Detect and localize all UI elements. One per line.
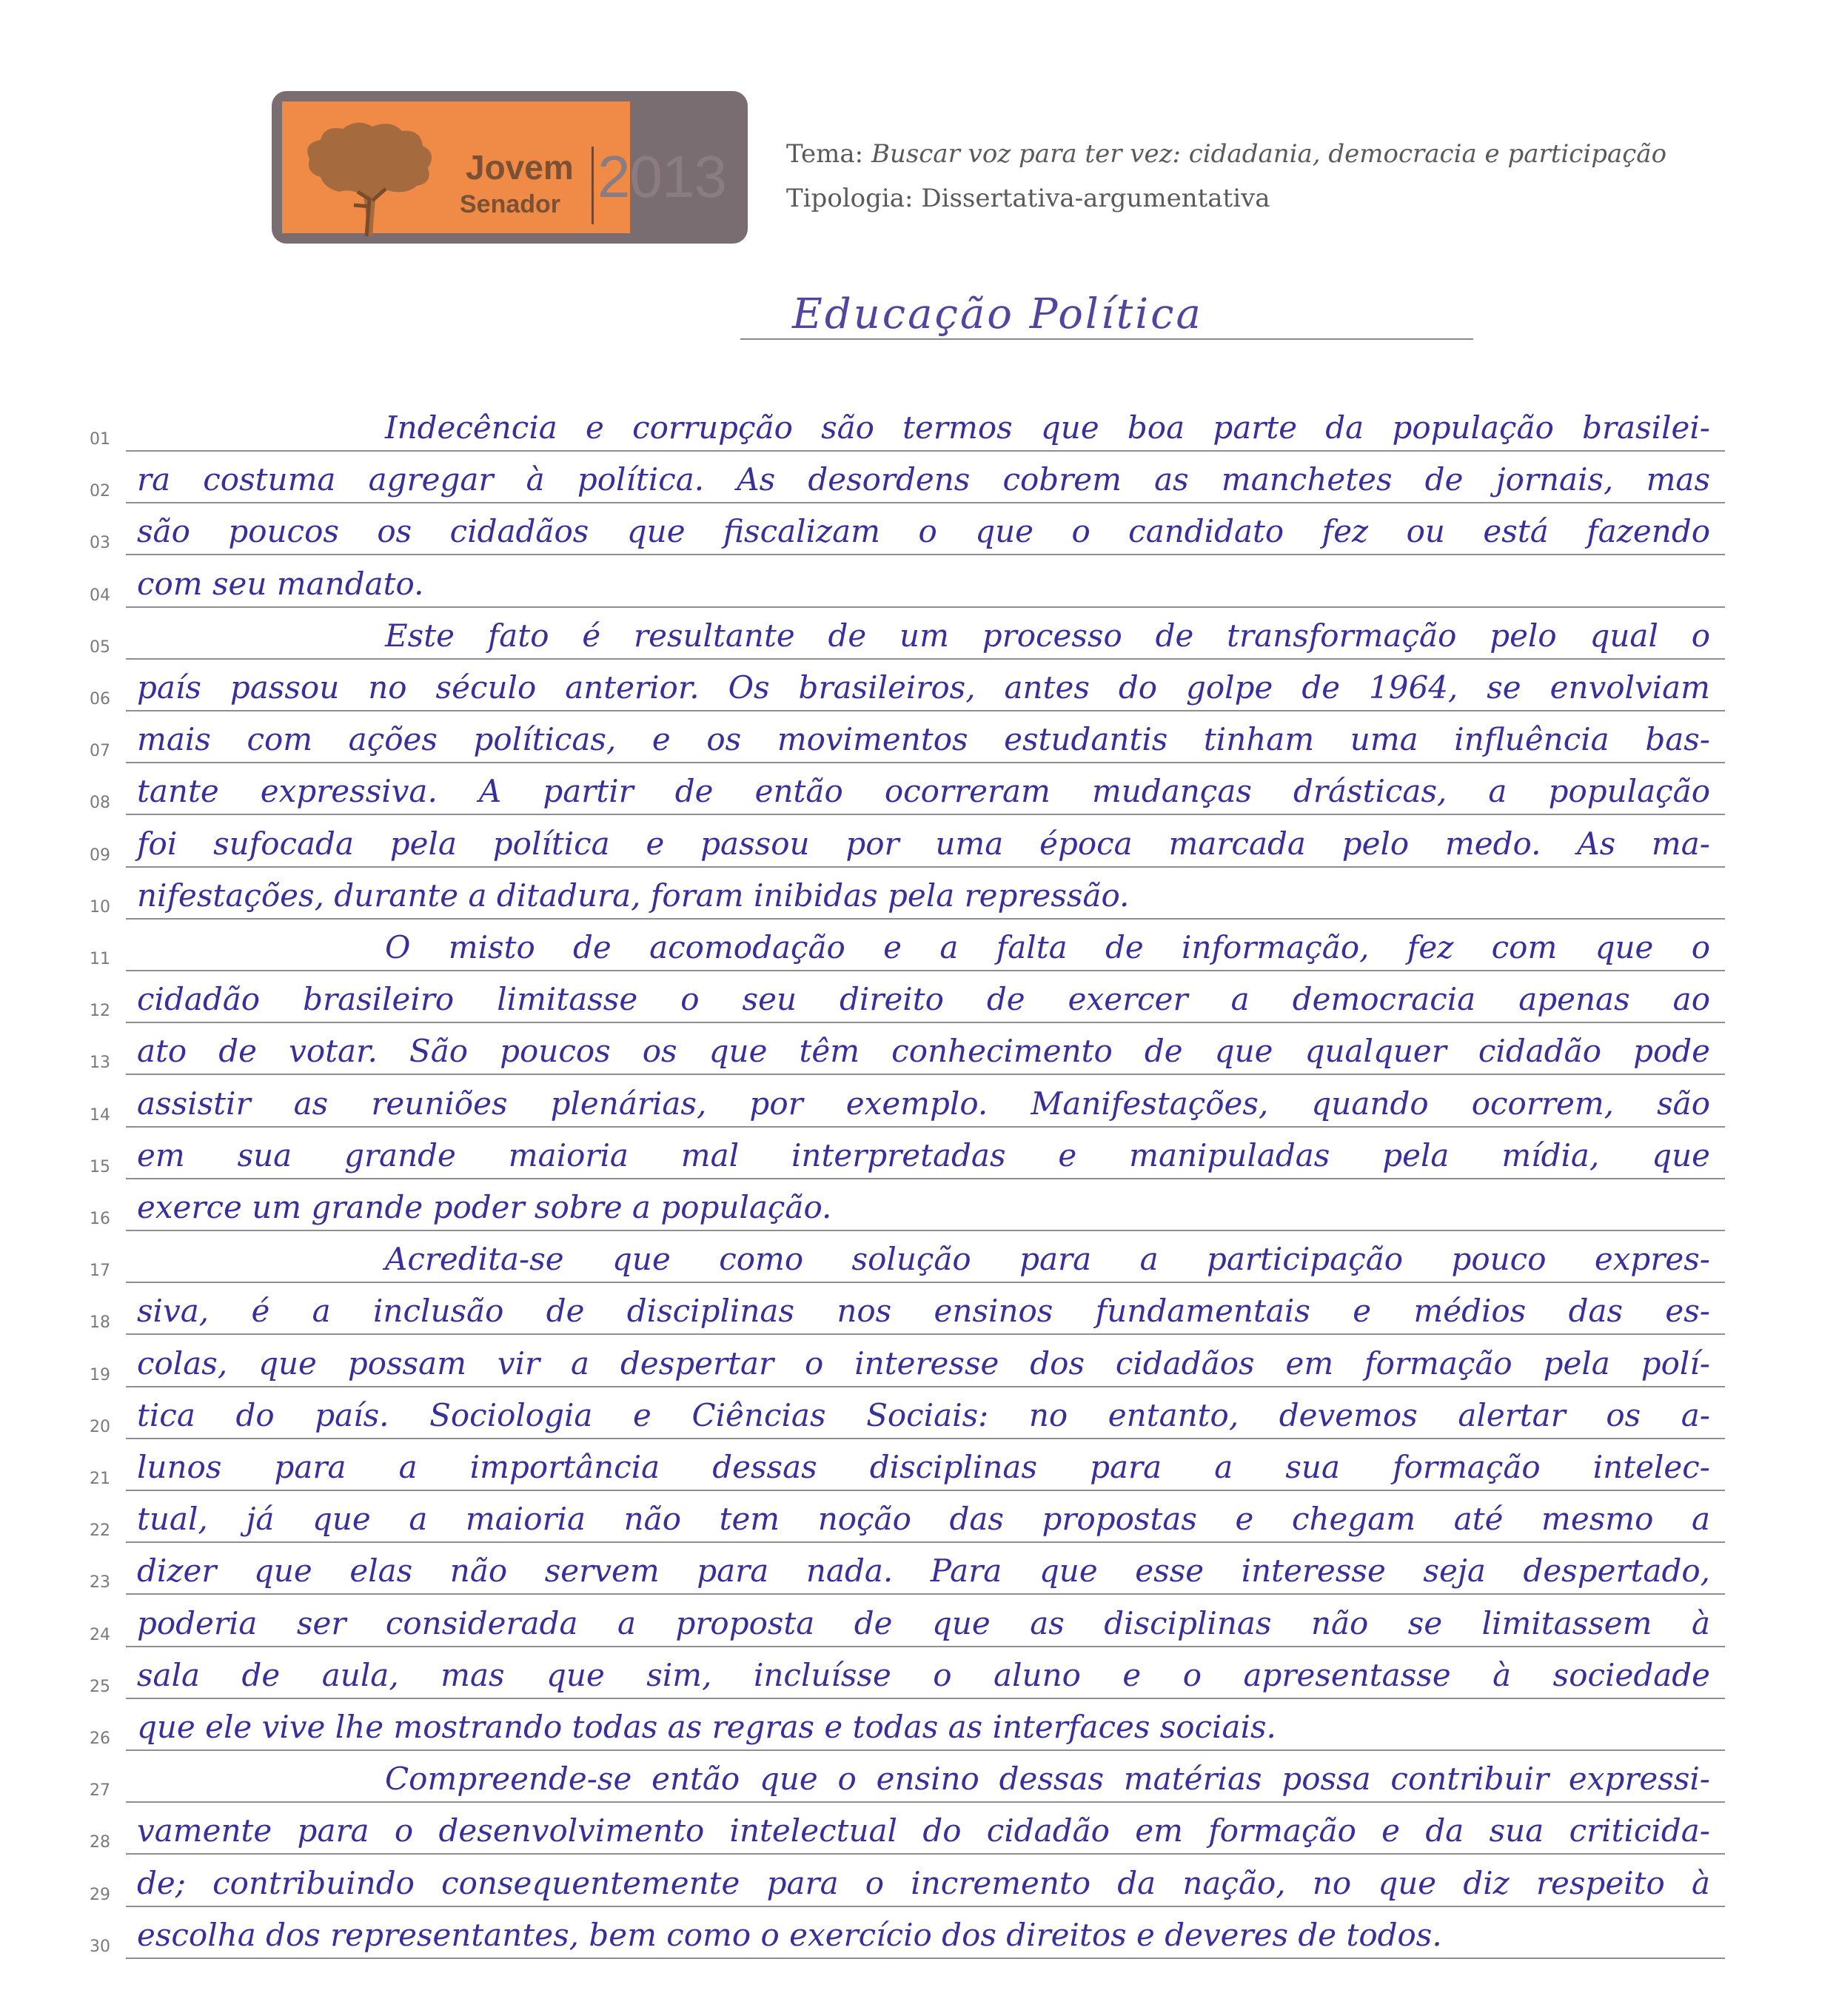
line-number: 03 bbox=[90, 534, 110, 553]
essay-line bbox=[74, 1543, 1725, 1595]
line-number: 22 bbox=[90, 1521, 110, 1541]
handwritten-text: tante expressiva. A partir de então ocorreram mudanças drásticas, a população bbox=[137, 773, 1710, 810]
line-number: 05 bbox=[90, 637, 110, 657]
essay-line bbox=[74, 556, 1725, 608]
essay-line bbox=[74, 1439, 1725, 1491]
handwritten-text: nifestações, durante a ditadura, foram inibidas pela repressão. bbox=[137, 877, 1130, 914]
handwritten-text: que ele vive lhe mostrando todas as regras e todas as interfaces sociais. bbox=[137, 1709, 1276, 1745]
handwritten-text: país passou no século anterior. Os brasileiros, antes do golpe de 1964, se envolviam bbox=[137, 669, 1710, 706]
line-number: 04 bbox=[90, 586, 110, 605]
handwritten-text: ato de votar. São poucos os que têm conhecimento de que qualquer cidadão pode bbox=[137, 1033, 1710, 1070]
tema-line bbox=[786, 132, 1666, 176]
essay-line bbox=[74, 1855, 1725, 1907]
tema-label: Tema: bbox=[786, 139, 864, 169]
essay-line bbox=[74, 660, 1725, 711]
line-number: 18 bbox=[90, 1313, 110, 1333]
handwritten-text: lunos para a importância dessas disciplinas para a sua formação intelec- bbox=[137, 1449, 1710, 1485]
line-number: 09 bbox=[90, 845, 110, 865]
handwritten-text: ra costuma agregar à política. As desordens cobrem as manchetes de jornais, mas bbox=[137, 461, 1710, 498]
essay-line bbox=[74, 711, 1725, 763]
handwritten-text: tual, já que a maioria não tem noção das propostas e chegam até mesmo a bbox=[137, 1501, 1710, 1538]
essay-line bbox=[74, 1076, 1725, 1128]
essay-line bbox=[74, 503, 1725, 555]
logo-year: 2013 bbox=[597, 144, 726, 210]
handwritten-text: vamente para o desenvolvimento intelectual do cidadão em formação e da sua criticida- bbox=[137, 1812, 1710, 1849]
line-number: 13 bbox=[90, 1054, 110, 1073]
line-number: 15 bbox=[90, 1157, 110, 1176]
line-number: 01 bbox=[90, 430, 110, 449]
handwritten-text: siva, é a inclusão de disciplinas nos ensinos fundamentais e médios das es- bbox=[137, 1293, 1710, 1330]
essay-line bbox=[74, 608, 1725, 660]
handwritten-text: de; contribuindo consequentemente para o incremento da nação, no que diz respeito à bbox=[137, 1864, 1710, 1901]
essay-line bbox=[74, 920, 1725, 971]
essay-line bbox=[74, 1336, 1725, 1387]
line-number: 14 bbox=[90, 1105, 110, 1125]
handwritten-text: cidadão brasileiro limitasse o seu direito de exercer a democracia apenas ao bbox=[137, 981, 1710, 1018]
handwritten-text: foi sufocada pela política e passou por uma época marcada pelo medo. As ma- bbox=[137, 825, 1710, 862]
essay-line bbox=[74, 1647, 1725, 1699]
tema-value: Buscar voz para ter vez: cidadania, democracia e participação bbox=[871, 139, 1667, 169]
handwritten-text: dizer que elas não servem para nada. Para que esse interesse seja despertado, bbox=[137, 1553, 1710, 1590]
essay-line bbox=[74, 1231, 1725, 1283]
essay-line bbox=[74, 763, 1725, 815]
handwritten-text: mais com ações políticas, e os movimentos estudantis tinham uma influência bas- bbox=[137, 721, 1710, 758]
handwritten-text: sala de aula, mas que sim, incluísse o aluno e o apresentasse à sociedade bbox=[137, 1656, 1710, 1693]
handwritten-text: exerce um grande poder sobre a população. bbox=[137, 1189, 832, 1225]
logo-divider bbox=[592, 147, 594, 224]
handwritten-text: escolha dos representantes, bem como o exercício dos direitos e deveres de todos. bbox=[137, 1916, 1442, 1953]
handwritten-text: poderia ser considerada a proposta de que as disciplinas não se limitassem à bbox=[137, 1604, 1710, 1641]
essay-line bbox=[74, 1387, 1725, 1439]
line-rule bbox=[126, 1958, 1725, 1959]
essay-line bbox=[74, 1128, 1725, 1179]
essay-line bbox=[74, 1179, 1725, 1231]
tipologia-value: Dissertativa-argumentativa bbox=[921, 184, 1270, 213]
handwritten-text: tica do país. Sociologia e Ciências Sociais: no entanto, devemos alertar os a- bbox=[137, 1396, 1710, 1433]
line-number: 11 bbox=[90, 950, 110, 968]
essay-line bbox=[74, 1751, 1725, 1803]
logo-word-senador: Senador bbox=[460, 190, 561, 218]
title-rule bbox=[740, 338, 1473, 340]
essay-line bbox=[74, 1023, 1725, 1075]
essay-line bbox=[74, 1907, 1725, 1959]
handwritten-text: em sua grande maioria mal interpretadas e manipuladas pela mídia, que bbox=[137, 1136, 1710, 1173]
line-number: 08 bbox=[90, 794, 110, 813]
handwritten-text: Compreende-se então que o ensino dessas matérias possa contribuir expressi- bbox=[385, 1761, 1710, 1798]
essay-line bbox=[74, 1803, 1725, 1855]
essay-line bbox=[74, 1283, 1725, 1335]
handwritten-text: são poucos os cidadãos que fiscalizam o que o candidato fez ou está fazendo bbox=[137, 513, 1710, 550]
line-number: 28 bbox=[90, 1833, 110, 1852]
essay-line bbox=[74, 868, 1725, 920]
essay-title-area bbox=[740, 267, 1473, 341]
essay-line bbox=[74, 816, 1725, 868]
line-number: 16 bbox=[90, 1210, 110, 1228]
handwritten-text: colas, que possam vir a despertar o interesse dos cidadãos em formação pela polí- bbox=[137, 1344, 1710, 1382]
handwritten-text: Este fato é resultante de um processo de transformação pelo qual o bbox=[385, 617, 1710, 654]
line-number: 29 bbox=[90, 1885, 110, 1904]
line-number: 21 bbox=[90, 1470, 110, 1488]
essay-header bbox=[786, 132, 1666, 221]
line-number: 17 bbox=[90, 1262, 110, 1281]
tipologia-label: Tipologia: bbox=[786, 184, 914, 213]
essay-line bbox=[74, 452, 1725, 503]
essay-line bbox=[74, 400, 1725, 452]
essay-line bbox=[74, 1699, 1725, 1751]
line-number: 10 bbox=[90, 897, 110, 917]
line-number: 30 bbox=[90, 1937, 110, 1956]
line-number: 25 bbox=[90, 1677, 110, 1696]
essay-line bbox=[74, 1491, 1725, 1543]
essay-title: Educação Política bbox=[792, 290, 1203, 338]
essay-line bbox=[74, 971, 1725, 1023]
line-number: 20 bbox=[90, 1417, 110, 1436]
line-number: 23 bbox=[90, 1573, 110, 1593]
line-number: 19 bbox=[90, 1365, 110, 1384]
essay-lines bbox=[74, 400, 1725, 1955]
line-number: 26 bbox=[90, 1729, 110, 1748]
handwritten-text: com seu mandato. bbox=[137, 565, 424, 602]
line-number: 27 bbox=[90, 1781, 110, 1801]
handwritten-text: assistir as reuniões plenárias, por exemplo. Manifestações, quando ocorrem, são bbox=[137, 1085, 1710, 1122]
handwritten-text: Acredita-se que como solução para a participação pouco expres- bbox=[385, 1241, 1710, 1278]
line-number: 07 bbox=[90, 742, 110, 761]
line-number: 06 bbox=[90, 690, 110, 709]
logo-orange-panel bbox=[282, 101, 630, 233]
line-number: 02 bbox=[90, 482, 110, 501]
jovem-senador-logo bbox=[272, 91, 748, 244]
line-number: 24 bbox=[90, 1625, 110, 1644]
handwritten-text: Indecência e corrupção são termos que boa parte da população brasilei- bbox=[385, 409, 1710, 446]
essay-line bbox=[74, 1595, 1725, 1647]
tree-icon bbox=[298, 118, 439, 240]
line-number: 12 bbox=[90, 1002, 110, 1021]
tipologia-line bbox=[786, 176, 1666, 221]
logo-word-jovem: Jovem bbox=[466, 148, 574, 187]
handwritten-text: O misto de acomodação e a falta de informação, fez com que o bbox=[385, 929, 1710, 965]
